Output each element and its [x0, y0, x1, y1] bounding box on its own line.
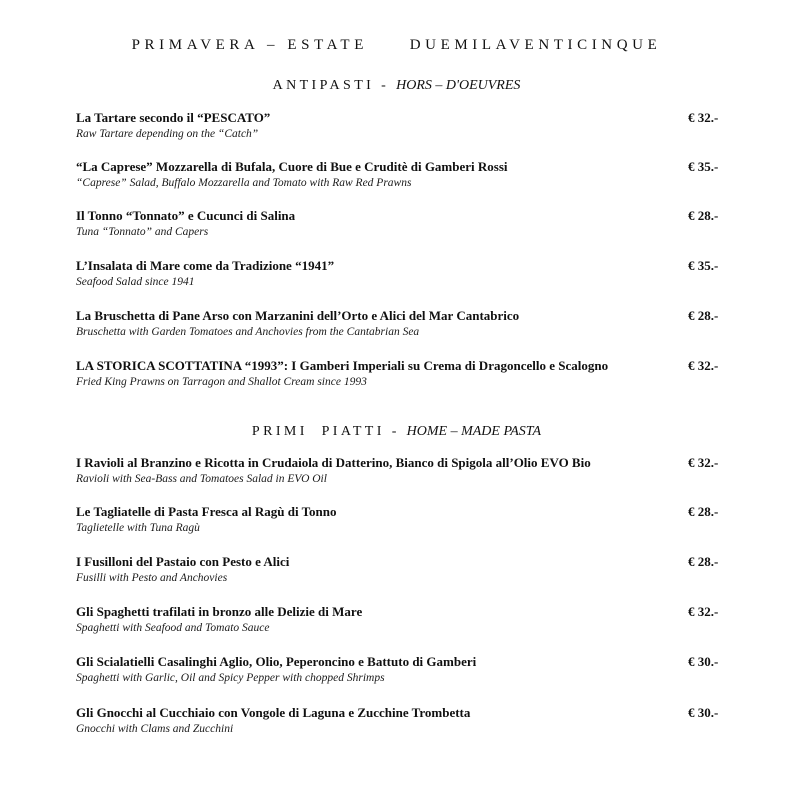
dish-name: La Bruschetta di Pane Arso con Marzanini dell’Orto e Alici del Mar Cantabrico — [76, 308, 520, 323]
dish-name: Gli Gnocchi al Cucchiaio con Vongole di Laguna e Zucchine Trombetta — [76, 705, 471, 720]
menu-item — [76, 258, 726, 292]
menu-item — [76, 705, 726, 739]
dish-price: € 28.- — [688, 208, 719, 223]
dish-price: € 30.- — [688, 705, 719, 720]
dish-price: € 32.- — [688, 358, 719, 373]
dish-description: “Caprese” Salad, Buffalo Mozzarella and Tomato with Raw Red Prawns — [76, 177, 412, 189]
dish-name: Gli Scialatielli Casalinghi Aglio, Olio, Peperoncino e Battuto di Gamberi — [76, 654, 477, 669]
dish-description: Spaghetti with Garlic, Oil and Spicy Pepper with chopped Shrimps — [76, 672, 385, 684]
dish-description: Seafood Salad since 1941 — [76, 276, 195, 288]
menu-item — [76, 455, 726, 489]
dish-price: € 32.- — [688, 110, 719, 125]
menu-item — [76, 554, 726, 588]
dish-price: € 28.- — [688, 554, 719, 569]
dish-name: La Tartare secondo il “PESCATO” — [76, 110, 271, 125]
menu-item — [76, 358, 726, 392]
dish-price: € 30.- — [688, 654, 719, 669]
dish-description: Ravioli with Sea-Bass and Tomatoes Salad in EVO Oil — [76, 473, 327, 485]
dish-description: Bruschetta with Garden Tomatoes and Anchovies from the Cantabrian Sea — [76, 326, 420, 338]
section-title-antipasti — [0, 78, 793, 94]
menu-item — [76, 308, 726, 342]
menu-item — [76, 654, 726, 688]
dish-name: Gli Spaghetti trafilati in bronzo alle Delizie di Mare — [76, 604, 363, 619]
section-title-english: HOME – MADE PASTA — [406, 424, 542, 439]
dish-price: € 35.- — [688, 258, 719, 273]
dish-price: € 28.- — [688, 308, 719, 323]
dish-description: Tuna “Tonnato” and Capers — [76, 226, 209, 238]
menu-item — [76, 110, 726, 144]
dish-description: Taglietelle with Tuna Ragù — [76, 522, 200, 534]
dish-price: € 28.- — [688, 504, 719, 519]
dish-price: € 32.- — [688, 455, 719, 470]
dish-description: Raw Tartare depending on the “Catch” — [76, 128, 259, 140]
dish-description: Fusilli with Pesto and Anchovies — [76, 572, 228, 584]
dish-name: I Fusilloni del Pastaio con Pesto e Alici — [76, 554, 290, 569]
section-title-english: HORS – D'OEUVRES — [396, 78, 521, 93]
dish-name: Il Tonno “Tonnato” e Cucunci di Salina — [76, 208, 296, 223]
dish-name: Le Tagliatelle di Pasta Fresca al Ragù di Tonno — [76, 504, 337, 519]
dish-price: € 32.- — [688, 604, 719, 619]
dish-price: € 35.- — [688, 159, 719, 174]
menu-item — [76, 604, 726, 638]
section-title-italian: PRIMI PIATTI - — [251, 424, 407, 439]
dish-description: Gnocchi with Clams and Zucchini — [76, 723, 234, 735]
section-title-italian: ANTIPASTI - — [272, 78, 397, 93]
dish-description: Fried King Prawns on Tarragon and Shallot Cream since 1993 — [76, 376, 367, 388]
page-title: PRIMAVERA – ESTATE DUEMILAVENTICINQUE — [131, 37, 662, 53]
dish-name: LA STORICA SCOTTATINA “1993”: I Gamberi Imperiali su Crema di Dragoncello e Scalogno — [76, 358, 609, 373]
dish-description: Spaghetti with Seafood and Tomato Sauce — [76, 622, 270, 634]
dish-name: I Ravioli al Branzino e Ricotta in Crudaiola di Datterino, Bianco di Spigola all’Olio EVO Bio — [76, 455, 591, 470]
menu-item — [76, 504, 726, 538]
section-title-primi — [0, 424, 793, 440]
dish-name: L’Insalata di Mare come da Tradizione “1941” — [76, 258, 335, 273]
dish-name: “La Caprese” Mozzarella di Bufala, Cuore di Bue e Cruditè di Gamberi Rossi — [76, 159, 508, 174]
menu-item — [76, 208, 726, 242]
menu-item — [76, 159, 726, 193]
